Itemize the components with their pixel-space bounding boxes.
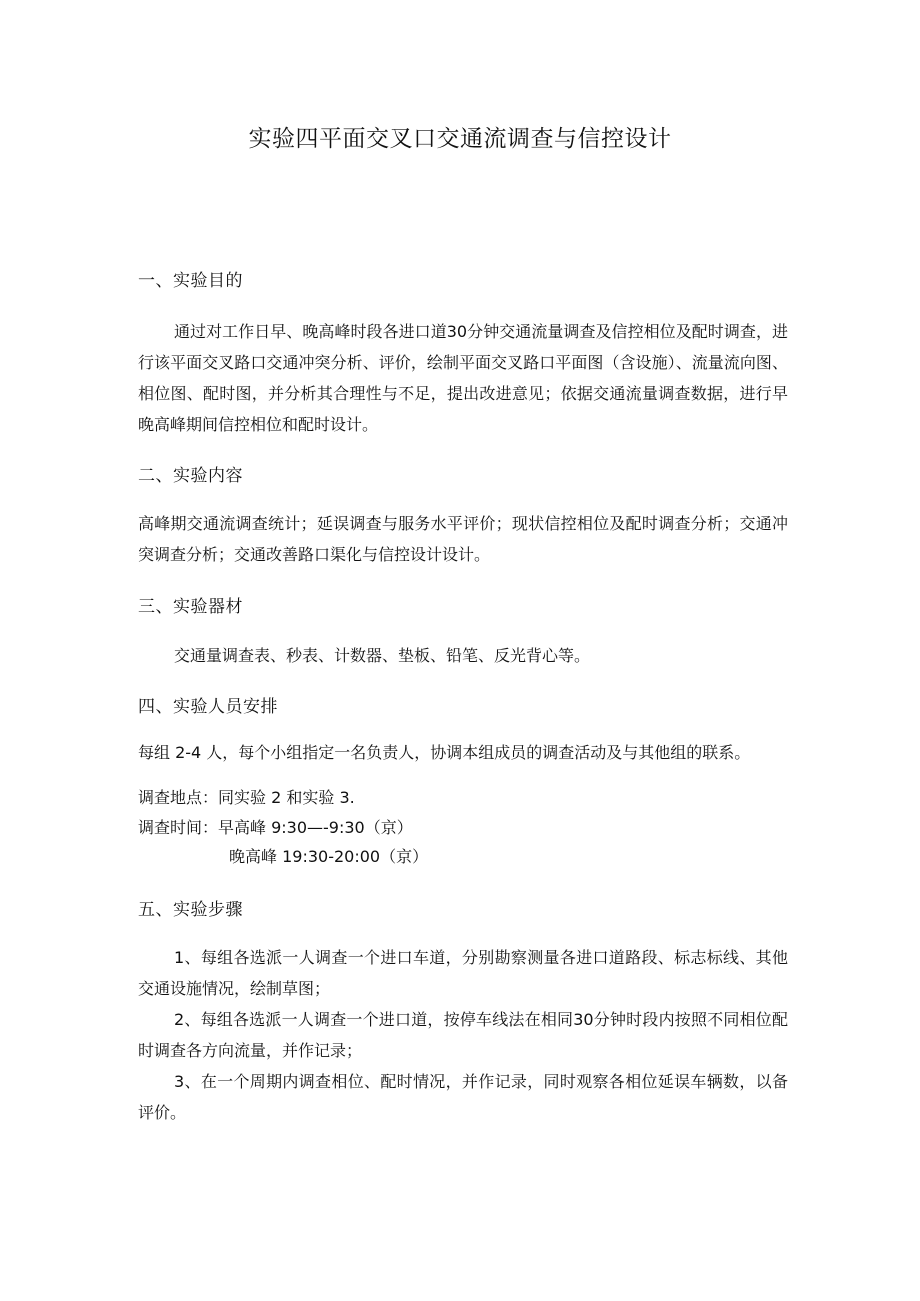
step-1: 1、每组各选派一人调查一个进口车道，分别勘察测量各进口道路段、标志标线、其他交通设施情况，绘制草图； bbox=[138, 948, 788, 998]
step-3: 3、在一个周期内调查相位、配时情况，并作记录，同时观察各相位延误车辆数，以备评价。 bbox=[138, 1072, 788, 1122]
survey-time-evening: 晚高峰 19:30-20:00（京） bbox=[229, 847, 429, 866]
section-3-heading: 三、实验器材 bbox=[138, 597, 243, 617]
section-5-heading: 五、实验步骤 bbox=[138, 900, 243, 920]
section-4-heading: 四、实验人员安排 bbox=[138, 697, 278, 717]
step-2: 2、每组各选派一人调查一个进口道，按停车线法在相同30分钟时段内按照不同相位配时调查各方向流量，并作记录； bbox=[138, 1010, 788, 1060]
section-2-body: 高峰期交通流调查统计；延误调查与服务水平评价；现状信控相位及配时调查分析；交通冲突调查分析；交通改善路口渠化与信控设计设计。 bbox=[138, 514, 788, 564]
document-title: 实验四平面交叉口交通流调查与信控设计 bbox=[248, 126, 672, 152]
survey-time-morning: 调查时间：早高峰 9:30—-9:30（京） bbox=[138, 818, 413, 837]
section-3-body: 交通量调查表、秒表、计数器、垫板、铅笔、反光背心等。 bbox=[174, 646, 591, 665]
section-1-heading: 一、实验目的 bbox=[138, 271, 243, 291]
survey-location: 调查地点：同实验 2 和实验 3. bbox=[138, 788, 355, 807]
section-4-body: 每组 2-4 人，每个小组指定一名负责人，协调本组成员的调查活动及与其他组的联系。 bbox=[138, 743, 751, 762]
section-2-heading: 二、实验内容 bbox=[138, 466, 243, 486]
section-1-body: 通过对工作日早、晚高峰时段各进口道30分钟交通流量调查及信控相位及配时调查，进行该平面交叉路口交通冲突分析、评价，绘制平面交叉路口平面图（含设施）、流量流向图、相位图、配时图，并分析其合理性与不足，提出改进意见；依据交通流量调查数据，进行早晚高峰期间信控相位和配时设计。 bbox=[138, 322, 788, 434]
